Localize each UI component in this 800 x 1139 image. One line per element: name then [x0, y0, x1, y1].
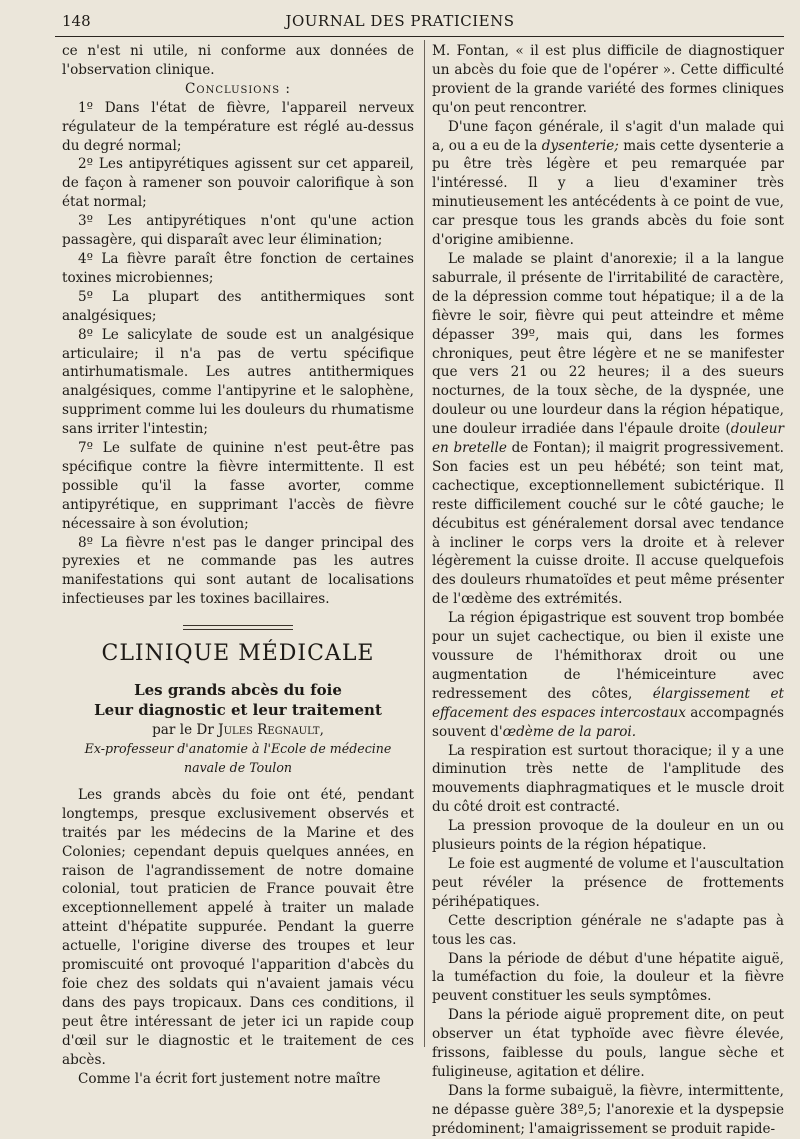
body-paragraph	[432, 609, 784, 741]
byline	[62, 721, 414, 740]
page-number: 148	[62, 12, 91, 30]
text-run: Dans la période aiguë proprement dite, on peut observer un état typhoïde avec fièvre élevée, frissons, faiblesse du pouls, langue sèche et fuligineuse, agitation et délire.	[432, 1007, 784, 1080]
body-paragraph	[432, 42, 784, 118]
body-paragraph	[432, 912, 784, 950]
italic-text: douleur en bretelle	[432, 421, 784, 457]
conclusion-item: 5º La plupart des antithermiques sont analgésiques;	[62, 288, 414, 324]
body-paragraph: Comme l'a écrit fort justement notre maître	[78, 1070, 381, 1087]
conclusion-item: 3º Les antipyrétiques n'ont qu'une action passagère, qui disparaît avec leur élimination;	[62, 213, 414, 249]
conclusion-item: 4º La fièvre paraît être fonction de certaines toxines microbiennes;	[62, 250, 414, 286]
text-run: mais cette dysenterie a pu être très légère et peu remarquée par l'intéressé. Il y a lieu d'examiner très minutieusement les antécédents à ce point de vue, car presque tous les grands abcès du foie sont d'origine amibienne.	[432, 137, 784, 249]
body-paragraph	[432, 742, 784, 818]
text-run: accompagnés souvent d'	[432, 704, 784, 740]
author-affiliation: Ex-professeur d'anatomie à l'Ecole de médecine navale de Toulon	[84, 741, 392, 775]
intro-paragraph: ce n'est ni utile, ni conforme aux données de l'observation clinique.	[62, 43, 414, 78]
running-title: JOURNAL DES PRATICIENS	[285, 12, 515, 30]
section-title: CLINIQUE MÉDICALE	[101, 641, 375, 667]
text-run: Le malade se plaint d'anorexie; il a la langue saburrale, il présente de l'irritabilité de caractère, de la dépression comme tout hépatique; il a de la fièvre le soir, fièvre qui peut atteindre et même dépasser 39º, mais qui, dans les formes chroniques, peut être légère et ne se manifester que vers 21 ou 22 heures; il a des sueurs nocturnes, de la toux sèche, de la dyspnée, une douleur ou une lourdeur dans la région hépatique, une douleur irradiée dans l'épaule droite (	[432, 250, 784, 438]
section-divider	[183, 625, 293, 630]
body-paragraph	[432, 855, 784, 912]
body-paragraph	[432, 817, 784, 855]
italic-text: dysenterie;	[541, 137, 619, 154]
body-paragraph	[432, 1082, 784, 1139]
text-run: Cette description générale ne s'adapte pas à tous les cas.	[432, 912, 784, 948]
text-run: Dans la forme subaiguë, la fièvre, intermittente, ne dépasse guère 38º,5; l'anorexie et la dyspepsie prédominent; l'amaigrissement se produit rapide-	[432, 1082, 784, 1137]
text-run: La région épigastrique est souvent trop bombée pour un sujet cachectique, ou bien il existe une voussure de l'hémithorax droit ou une augmentation de l'hémiceinture avec redressement des côtes,	[432, 610, 784, 702]
text-run: D'une façon générale, il s'agit d'un malade qui a, ou a eu de la	[432, 118, 784, 154]
left-column	[62, 42, 414, 1088]
header-rule	[55, 36, 784, 37]
italic-text: œdème de la paroi.	[502, 723, 637, 740]
text-run: Dans la période de début d'une hépatite aiguë, la tuméfaction du foie, la douleur et la fièvre peuvent constituer les seuls symptômes.	[432, 950, 784, 1005]
text-run: La pression provoque de la douleur en un ou plusieurs points de la région hépatique.	[432, 818, 784, 854]
column-divider	[424, 40, 425, 1047]
conclusions-heading: Conclusions :	[184, 80, 292, 97]
text-run: Le foie est augmenté de volume et l'auscultation peut révéler la présence de frottements périhépatiques.	[432, 855, 784, 910]
conclusion-item: 8º Le salicylate de soude est un analgésique articulaire; il n'a pas de vertu spécifique antirhumatismale. Les autres antithermiques analgésiques, comme l'antipyrine et le salophène, suppriment comme lui les douleurs du rhumatisme sans irriter l'intestin;	[62, 326, 414, 438]
body-paragraph	[432, 118, 784, 250]
body-paragraph	[432, 250, 784, 609]
conclusion-item: 8º La fièvre n'est pas le danger principal des pyrexies et ne commande pas les autres manifestations qui sont autant de localisations infectieuses par les toxines bacillaires.	[62, 534, 414, 608]
byline-prefix: par le Dr	[152, 722, 214, 739]
text-run: de Fontan); il maigrit progressivement. Son facies est un peu hébété; son teint mat, cachectique, exceptionnellement subictérique. Il reste difficilement couché sur le côté gauche; le décubitus est généralement dorsal avec tendance à incliner le corps vers la droite et à relever légèrement la cuisse droite. Il accuse quelquefois des douleurs rhumatoïdes et peut même présenter de l'œdème des extrémités.	[432, 440, 784, 608]
conclusion-item: 7º Le sulfate de quinine n'est peut-être pas spécifique contre la fièvre intermittente. Il est possible qu'il la fasse avorter, comme antipyrétique, en supprimant l'accès de fièvre nécessaire à son évolution;	[62, 440, 414, 532]
body-paragraph	[432, 1006, 784, 1082]
conclusion-item: 1º Dans l'état de fièvre, l'appareil nerveux régulateur de la température est réglé au-dessus du degré normal;	[62, 99, 414, 154]
italic-text: élargissement et effacement des espaces intercostaux	[432, 685, 784, 721]
page-header	[0, 8, 800, 36]
body-paragraph	[432, 950, 784, 1007]
article-title-line1: Les grands abcès du foie	[134, 681, 342, 700]
body-paragraph: Les grands abcès du foie ont été, pendant longtemps, presque exclusivement observés et traités par les médecins de la Marine et des Colonies; cependant depuis quelques années, en raison de l'agrandissement de notre domaine colonial, tout praticien de France pouvait être exceptionnellement appelé à traiter un malade atteint d'hépatite suppurée. Pendant la guerre actuelle, l'origine diverse des troupes et leur promiscuité ont provoqué l'apparition d'abcès du foie chez des soldats qui n'avaient jamais vécu dans des pays tropicaux. Dans ces conditions, il peut être intéressant de jeter ici un rapide coup d'œil sur le diagnostic et le traitement de ces abcès.	[62, 786, 414, 1068]
text-run: M. Fontan, « il est plus difficile de diagnostiquer un abcès du foie que de l'opérer ». Cette difficulté provient de la grande variété des formes cliniques qu'on peut rencontrer.	[432, 43, 784, 116]
article-title-line2: Leur diagnostic et leur traitement	[94, 701, 382, 720]
conclusion-item: 2º Les antipyrétiques agissent sur cet appareil, de façon à ramener son pouvoir calorifique à son état normal;	[62, 156, 414, 211]
right-column	[432, 42, 784, 1139]
text-run: La respiration est surtout thoracique; il y a une diminution très nette de l'amplitude des mouvements diaphragmatiques et le muscle droit du côté droit est contracté.	[432, 742, 784, 816]
byline-author: Jules Regnault,	[218, 722, 324, 739]
